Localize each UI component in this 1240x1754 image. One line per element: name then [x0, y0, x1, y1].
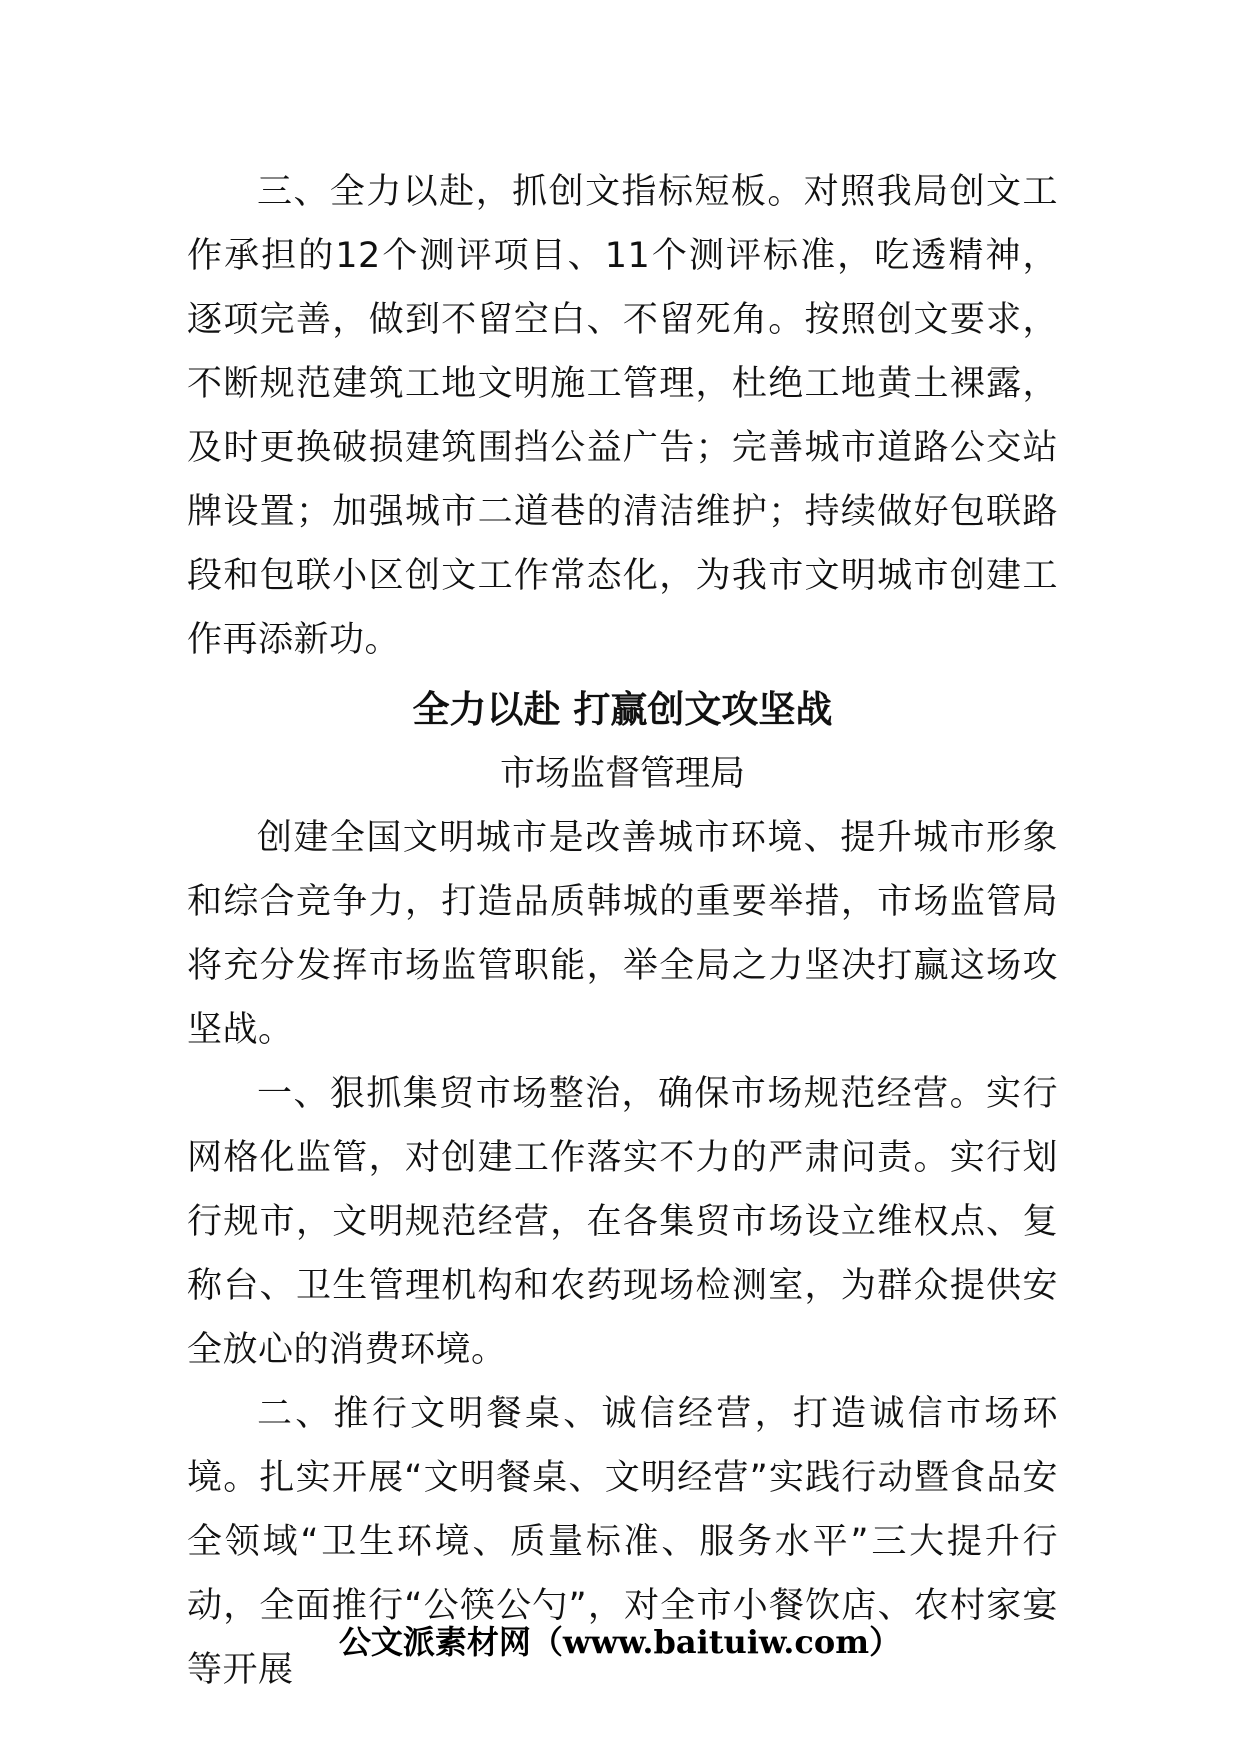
article-title: 全力以赴 打赢创文攻坚战 — [412, 688, 833, 731]
paragraph-intro: 创建全国文明城市是改善城市环境、提升城市形象和综合竞争力，打造品质韩城的重要举措，市场监管局将充分发挥市场监管职能，举全局之力坚决打赢这场攻坚战。 — [187, 818, 1058, 1050]
footer-watermark-text: 公文派素材网（www.baituiw.com） — [338, 1623, 902, 1661]
document-body — [187, 160, 1058, 1702]
article-department: 市场监督管理局 — [499, 754, 745, 794]
paragraph-section-three: 三、全力以赴，抓创文指标短板。对照我局创文工作承担的12个测评项目、11个测评标准，吃透精神，逐项完善，做到不留空白、不留死角。按照创文要求，不断规范建筑工地文明施工管理，杜绝工地黄土裸露，及时更换破损建筑围挡公益广告；完善城市道路公交站牌设置；加强城市二道巷的清洁维护；持续做好包联路段和包联小区创文工作常态化，为我市文明城市创建工作再添新功。 — [187, 172, 1058, 660]
paragraph-point-one: 一、狠抓集贸市场整治，确保市场规范经营。实行网格化监管，对创建工作落实不力的严肃问责。实行划行规市，文明规范经营，在各集贸市场设立维权点、复称台、卫生管理机构和农药现场检测室，为群众提供安全放心的消费环境。 — [187, 1074, 1058, 1370]
paragraph-point-two: 二、推行文明餐桌、诚信经营，打造诚信市场环境。扎实开展“文明餐桌、文明经营”实践行动暨食品安全领域“卫生环境、质量标准、服务水平”三大提升行动，全面推行“公筷公勺”，对全市小餐饮店、农村家宴等开展 — [187, 1394, 1058, 1690]
